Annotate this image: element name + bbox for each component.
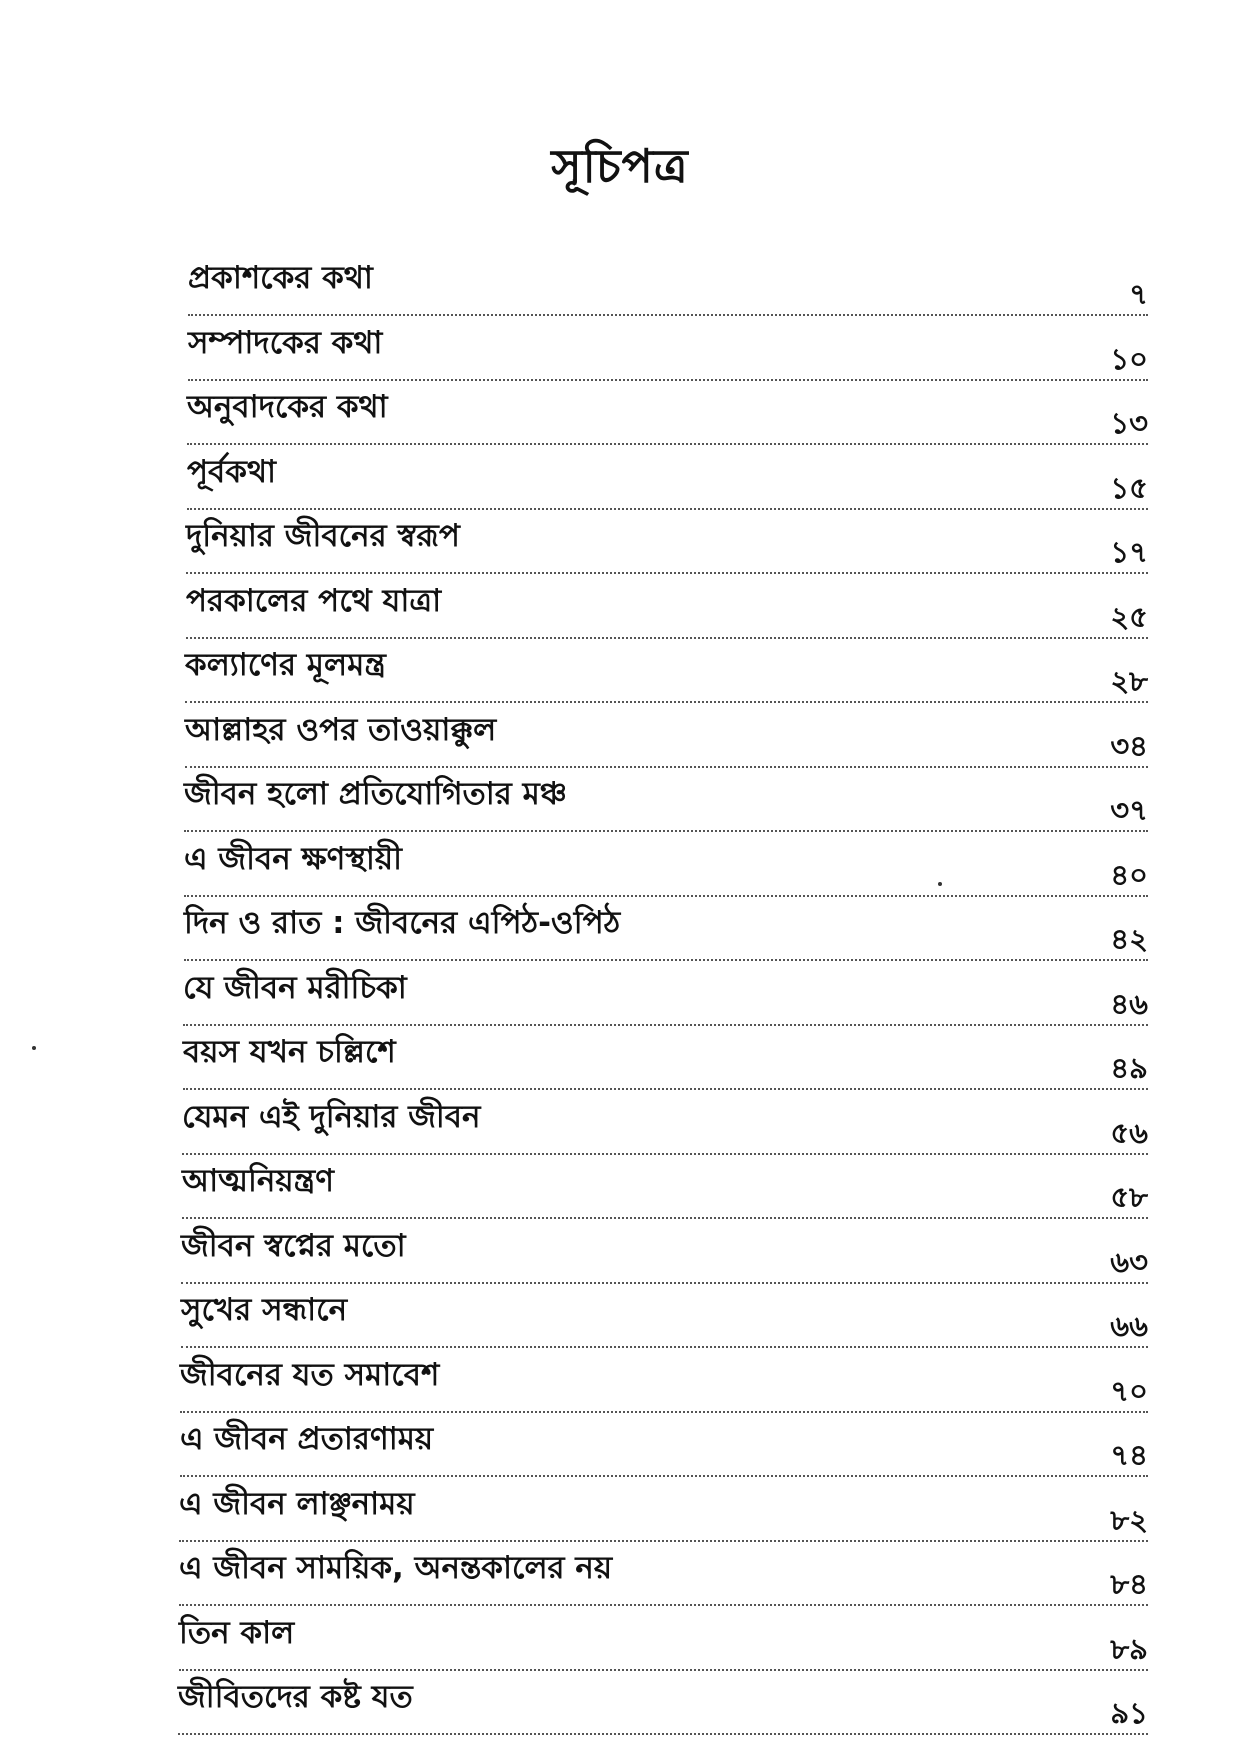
toc-entry-title: জীবনের যত সমাবেশ <box>180 1356 440 1393</box>
toc-entry <box>187 452 1148 516</box>
dotted-leader-line <box>187 508 1148 510</box>
toc-entry-page-number: ৬৬ <box>1110 1309 1148 1343</box>
toc-entry-page-number: ১৭ <box>1110 535 1148 569</box>
toc-entry <box>184 774 1148 838</box>
toc-entry-title: আল্লাহর ওপর তাওয়াক্কুল <box>185 711 497 748</box>
toc-entry-title: জীবন স্বপ্নের মতো <box>181 1227 406 1264</box>
toc-entry-title: সম্পাদকের কথা <box>188 324 383 361</box>
toc-entry <box>184 903 1148 967</box>
toc-entry <box>181 1226 1148 1290</box>
toc-entry-page-number: ৮৪ <box>1110 1567 1148 1601</box>
toc-entry <box>184 839 1148 903</box>
toc-entry-title: এ জীবন ক্ষণস্থায়ী <box>184 840 403 877</box>
toc-entry <box>182 1161 1148 1225</box>
dotted-leader-line <box>182 1217 1148 1219</box>
toc-entry-page-number: ৭ <box>1129 277 1148 311</box>
dotted-leader-line <box>186 637 1148 639</box>
toc-entry-title: এ জীবন লাঞ্ছনাময় <box>179 1485 415 1522</box>
toc-entry <box>188 323 1148 387</box>
dotted-leader-line <box>184 895 1148 897</box>
dotted-leader-line <box>187 443 1148 445</box>
dotted-leader-line <box>179 1604 1148 1606</box>
dotted-leader-line <box>179 1669 1148 1671</box>
toc-entry-page-number: ৪৯ <box>1110 1051 1148 1085</box>
toc-entry <box>179 1613 1148 1677</box>
dotted-leader-line <box>183 1024 1148 1026</box>
toc-entry <box>182 1097 1148 1161</box>
toc-entry-page-number: ৫৬ <box>1110 1115 1148 1150</box>
toc-entry <box>185 645 1148 709</box>
toc-entry-title: জীবন হলো প্রতিযোগিতার মঞ্চ <box>184 776 567 812</box>
dotted-leader-line <box>188 314 1148 316</box>
dotted-leader-line <box>185 701 1148 703</box>
toc-entry <box>183 968 1148 1032</box>
toc-entry-page-number: ৩৭ <box>1110 793 1148 827</box>
dotted-leader-line <box>183 1088 1148 1090</box>
toc-entry-page-number: ৮৯ <box>1110 1631 1148 1666</box>
toc-entry-title: বয়স যখন চল্লিশে <box>183 1034 396 1070</box>
toc-entry <box>187 387 1148 451</box>
toc-entry <box>186 516 1148 580</box>
dotted-leader-line <box>180 1475 1148 1477</box>
toc-entry <box>183 1032 1148 1096</box>
toc-entry-title: অনুবাদকের কথা <box>187 389 388 425</box>
toc-entry-page-number: ৩৪ <box>1110 728 1148 763</box>
toc-entry-title: তিন কাল <box>179 1614 295 1651</box>
dotted-leader-line <box>181 1346 1148 1348</box>
toc-entry-page-number: ১৩ <box>1110 406 1148 440</box>
toc-entry <box>186 581 1148 645</box>
toc-entry-title: জীবিতদের কষ্ট যত <box>178 1679 413 1715</box>
dotted-leader-line <box>180 1411 1148 1413</box>
dotted-leader-line <box>184 830 1148 832</box>
toc-entry-title: যে জীবন মরীচিকা <box>183 969 407 1006</box>
dotted-leader-line <box>179 1540 1148 1542</box>
toc-entry <box>179 1548 1148 1612</box>
toc-entry-title: প্রকাশকের কথা <box>188 260 373 296</box>
toc-entry <box>178 1677 1148 1741</box>
toc-entry-page-number: ১৫ <box>1110 470 1148 505</box>
toc-entry-page-number: ৭০ <box>1110 1373 1148 1408</box>
toc-entry-page-number: ৬৩ <box>1110 1244 1148 1279</box>
toc-entry <box>180 1355 1148 1419</box>
dotted-leader-line <box>178 1733 1148 1735</box>
toc-entry-page-number: ৮২ <box>1110 1502 1148 1537</box>
dotted-leader-line <box>186 572 1148 574</box>
scan-speck <box>938 882 942 886</box>
toc-entry-title: সুখের সন্ধানে <box>181 1292 348 1328</box>
toc-entry <box>188 258 1148 322</box>
dotted-leader-line <box>182 1153 1148 1155</box>
toc-entry-title: দুনিয়ার জীবনের স্বরূপ <box>186 518 460 554</box>
toc-entry-page-number: ১০ <box>1110 341 1148 376</box>
toc-entry-page-number: ২৫ <box>1110 599 1148 634</box>
toc-entry-title: যেমন এই দুনিয়ার জীবন <box>182 1098 481 1135</box>
toc-entry-title: আত্মনিয়ন্ত্রণ <box>182 1163 334 1199</box>
toc-entry-title: পূর্বকথা <box>187 453 277 490</box>
toc-entry <box>179 1484 1148 1548</box>
toc-entry-page-number: ৪৬ <box>1110 986 1148 1021</box>
dotted-leader-line <box>188 379 1148 381</box>
toc-entry-title: দিন ও রাত : জীবনের এপিঠ-ওপিঠ <box>184 905 621 941</box>
toc-entry-title: এ জীবন সাময়িক, অনন্তকালের নয় <box>179 1550 613 1586</box>
dotted-leader-line <box>184 959 1148 961</box>
toc-entry-title: কল্যাণের মূলমন্ত্র <box>185 647 386 683</box>
toc-entry-page-number: ৯১ <box>1110 1696 1148 1730</box>
dotted-leader-line <box>185 766 1148 768</box>
toc-entry-page-number: ২৮ <box>1110 664 1148 698</box>
toc-entry-page-number: ৭৪ <box>1110 1438 1148 1472</box>
toc-entry <box>180 1419 1148 1483</box>
page-title: সূচিপত্র <box>551 138 689 193</box>
dotted-leader-line <box>181 1282 1148 1284</box>
table-of-contents <box>0 258 1240 1752</box>
toc-entry <box>185 710 1148 774</box>
toc-entry-page-number: ৪২ <box>1110 922 1148 956</box>
toc-entry-page-number: ৫৮ <box>1110 1180 1148 1214</box>
toc-entry-title: এ জীবন প্রতারণাময় <box>180 1421 434 1457</box>
toc-entry <box>181 1290 1148 1354</box>
scan-speck <box>32 1046 36 1050</box>
toc-entry-title: পরকালের পথে যাত্রা <box>186 582 442 619</box>
toc-entry-page-number: ৪০ <box>1110 857 1148 892</box>
